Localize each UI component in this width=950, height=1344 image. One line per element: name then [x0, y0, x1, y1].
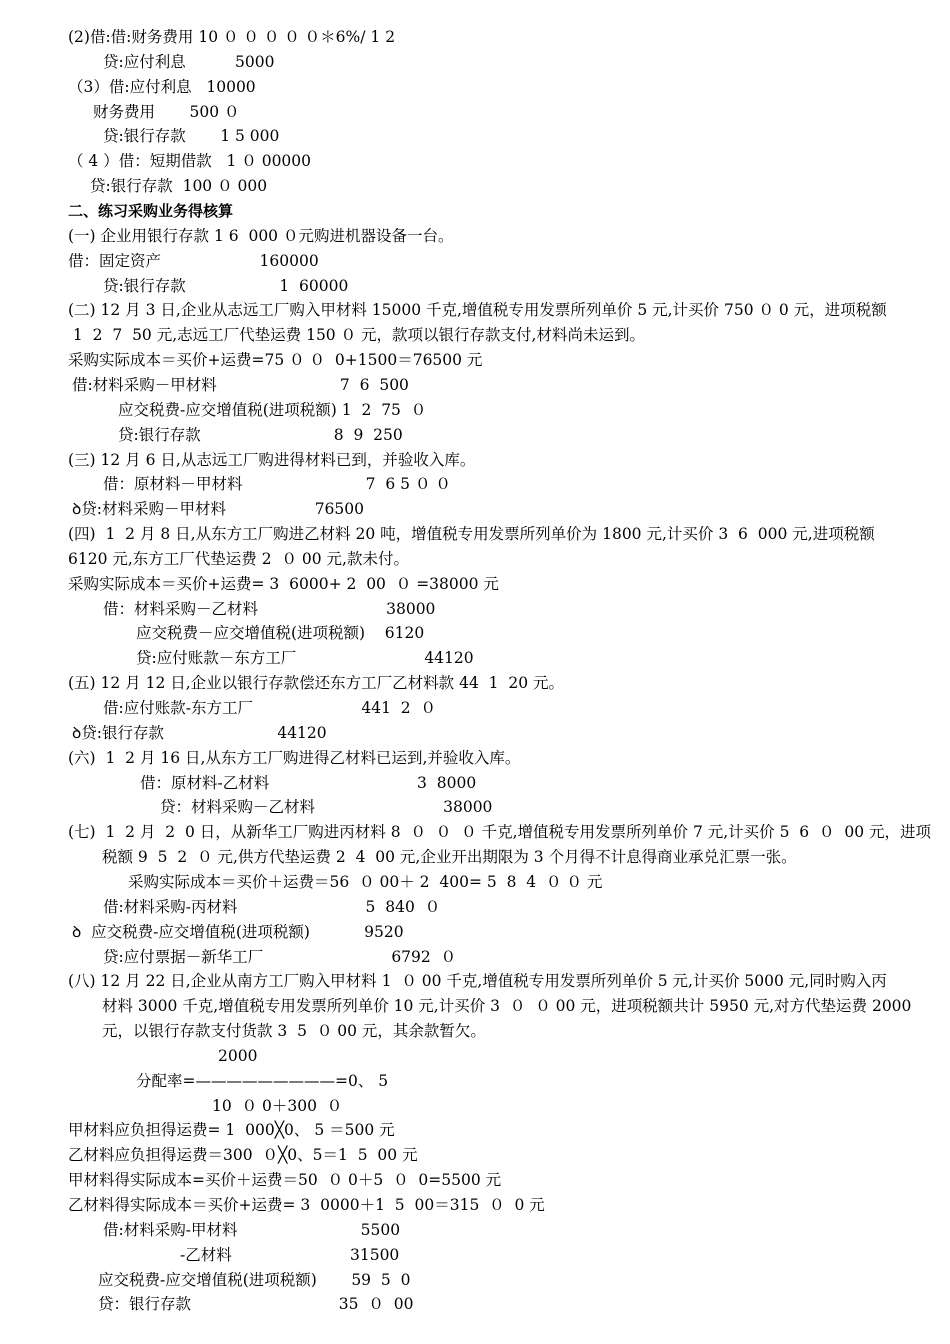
- text-line: 乙材料应负担得运费＝300 ０╳0、5＝1 5 00 元: [68, 1146, 418, 1165]
- text-line: 借：原材料-乙材料 3 8000: [140, 773, 477, 792]
- text-line: 借:材料采购-甲材料 5500: [103, 1220, 401, 1239]
- text-line: 借:材料采购-丙材料 5 840 ０: [103, 897, 441, 916]
- text-line: 贷:银行存款 1 60000: [103, 276, 349, 295]
- text-line: 借:应付账款-东方工厂 441 2 ０: [103, 699, 437, 717]
- text-line: 乙材料得实际成本＝买价+运费= 3 0000＋1 5 00＝315 ０ 0 元: [68, 1196, 545, 1214]
- text-line: 贷：材料采购－乙材料 38000: [160, 798, 493, 817]
- text-line: -乙材料 31500: [180, 1245, 400, 1264]
- text-line: ꝺ贷:银行存款 44120: [72, 723, 327, 742]
- text-line: (七) 1 2 月 2 0 日，从新华工厂购进丙材料 8 ０ ０ ０ 千克,增值税专用发票所列单价 7 元,计买价 5 6 ０ 00 元，进项: [68, 823, 932, 842]
- text-line: (五) 12 月 12 日,企业以银行存款偿还东方工厂乙材料款 44 1 20 元。: [68, 674, 565, 693]
- text-line: 应交税费-应交增值税(进项税额) 59 5 0: [98, 1270, 411, 1289]
- text-line: 贷:银行存款 1 5 000: [103, 127, 280, 146]
- text-line: 借:材料采购－甲材料 7 6 500: [72, 375, 409, 394]
- text-line: 财务费用 500 ０: [93, 102, 240, 121]
- text-line: 采购实际成本＝买价+运费= 3 6000+ 2 00 ０ =38000 元: [68, 574, 499, 593]
- text-line: 1 2 7 50 元,志远工厂代垫运费 150 ０ 元，款项以银行存款支付,材料尚未运到。: [68, 326, 645, 345]
- text-line: (三) 12 月 6 日,从志远工厂购进得材料已到，并验收入库。: [68, 450, 476, 469]
- text-line: (六) 1 2 月 16 日,从东方工厂购进得乙材料已运到,并验收入库。: [68, 748, 521, 767]
- text-line: (一) 企业用银行存款 1 6 000 ０元购进机器设备一台。: [68, 226, 454, 245]
- text-line: ꝺ 应交税费-应交增值税(进项税额) 9520: [72, 922, 404, 941]
- text-line: 采购实际成本＝买价＋运费＝56 ０ 00＋ 2 400= 5 8 4 ０ ０ 元: [128, 872, 603, 891]
- text-line: 元，以银行存款支付货款 3 5 ０ 00 元，其余款暂欠。: [102, 1022, 486, 1040]
- text-line: 借：材料采购－乙材料 38000: [103, 599, 436, 618]
- text-line: (二) 12 月 3 日,企业从志远工厂购入甲材料 15000 千克,增值税专用发票所列单价 5 元,计买价 750 ０ 0 元，进项税额: [68, 301, 887, 320]
- text-line: 6120 元,东方工厂代垫运费 2 ０ 00 元,款未付。: [68, 549, 409, 568]
- text-line: 贷:应付账款－东方工厂 44120: [136, 649, 474, 668]
- section-heading: 二、练习采购业务得核算: [68, 202, 234, 220]
- text-line: ꝺ贷:材料采购－甲材料 76500: [72, 500, 365, 519]
- text-line: 分配率=—————————=0、 5: [136, 1071, 389, 1090]
- text-line: 10 ０ 0＋300 ０: [212, 1096, 343, 1115]
- text-line: 应交税费-应交增值税(进项税额) 1 2 75 ０: [118, 400, 427, 419]
- text-line: 甲材料应负担得运费= 1 000╳0、 5 ＝500 元: [68, 1121, 395, 1140]
- text-line: 税额 9 5 2 ０ 元,供方代垫运费 2 4 00 元,企业开出期限为 3 个月得不计息得商业承兑汇票一张。: [102, 848, 797, 867]
- text-line: 材料 3000 千克,增值税专用发票所列单价 10 元,计买价 3 ０ ０ 00 元，进项税额共计 5950 元,对方代垫运费 2000: [102, 997, 912, 1016]
- text-line: 借：原材料－甲材料 7 6 5 ０ ０: [103, 475, 451, 494]
- text-line: 2000: [218, 1046, 258, 1065]
- text-line: （ 4 ）借：短期借款 1 ０ 00000: [68, 152, 312, 171]
- text-line: 贷:银行存款 8 9 250: [118, 425, 403, 444]
- text-line: 采购实际成本＝买价+运费=75 ０ ０ 0+1500＝76500 元: [68, 351, 483, 370]
- text-line: （3）借:应付利息 10000: [68, 77, 256, 96]
- text-line: 贷:应付利息 5000: [103, 52, 275, 71]
- text-line: 贷:银行存款 100 ０ 000: [90, 177, 268, 196]
- text-line: (2)借:借:财务费用 10 ０ ０ ０ ０ ０＊6%/ 1 2: [68, 28, 396, 46]
- text-line: (八) 12 月 22 日,企业从南方工厂购入甲材料 1 ０ 00 千克,增值税专用发票所列单价 5 元,计买价 5000 元,同时购入丙: [68, 972, 887, 991]
- text-line: 应交税费－应交增值税(进项税额) 6120: [136, 624, 425, 643]
- text-line: 贷:应付票据－新华工厂 6792 ０: [103, 947, 457, 966]
- text-line: (四) 1 2 月 8 日,从东方工厂购进乙材料 20 吨，增值税专用发票所列单价为 1800 元,计买价 3 6 000 元,进项税额: [68, 525, 875, 543]
- text-line: 甲材料得实际成本=买价＋运费＝50 ０ 0＋5 ０ 0=5500 元: [68, 1171, 502, 1190]
- text-line: 贷：银行存款 35 ０ 00: [98, 1295, 414, 1314]
- text-line: 借：固定资产 160000: [68, 251, 319, 270]
